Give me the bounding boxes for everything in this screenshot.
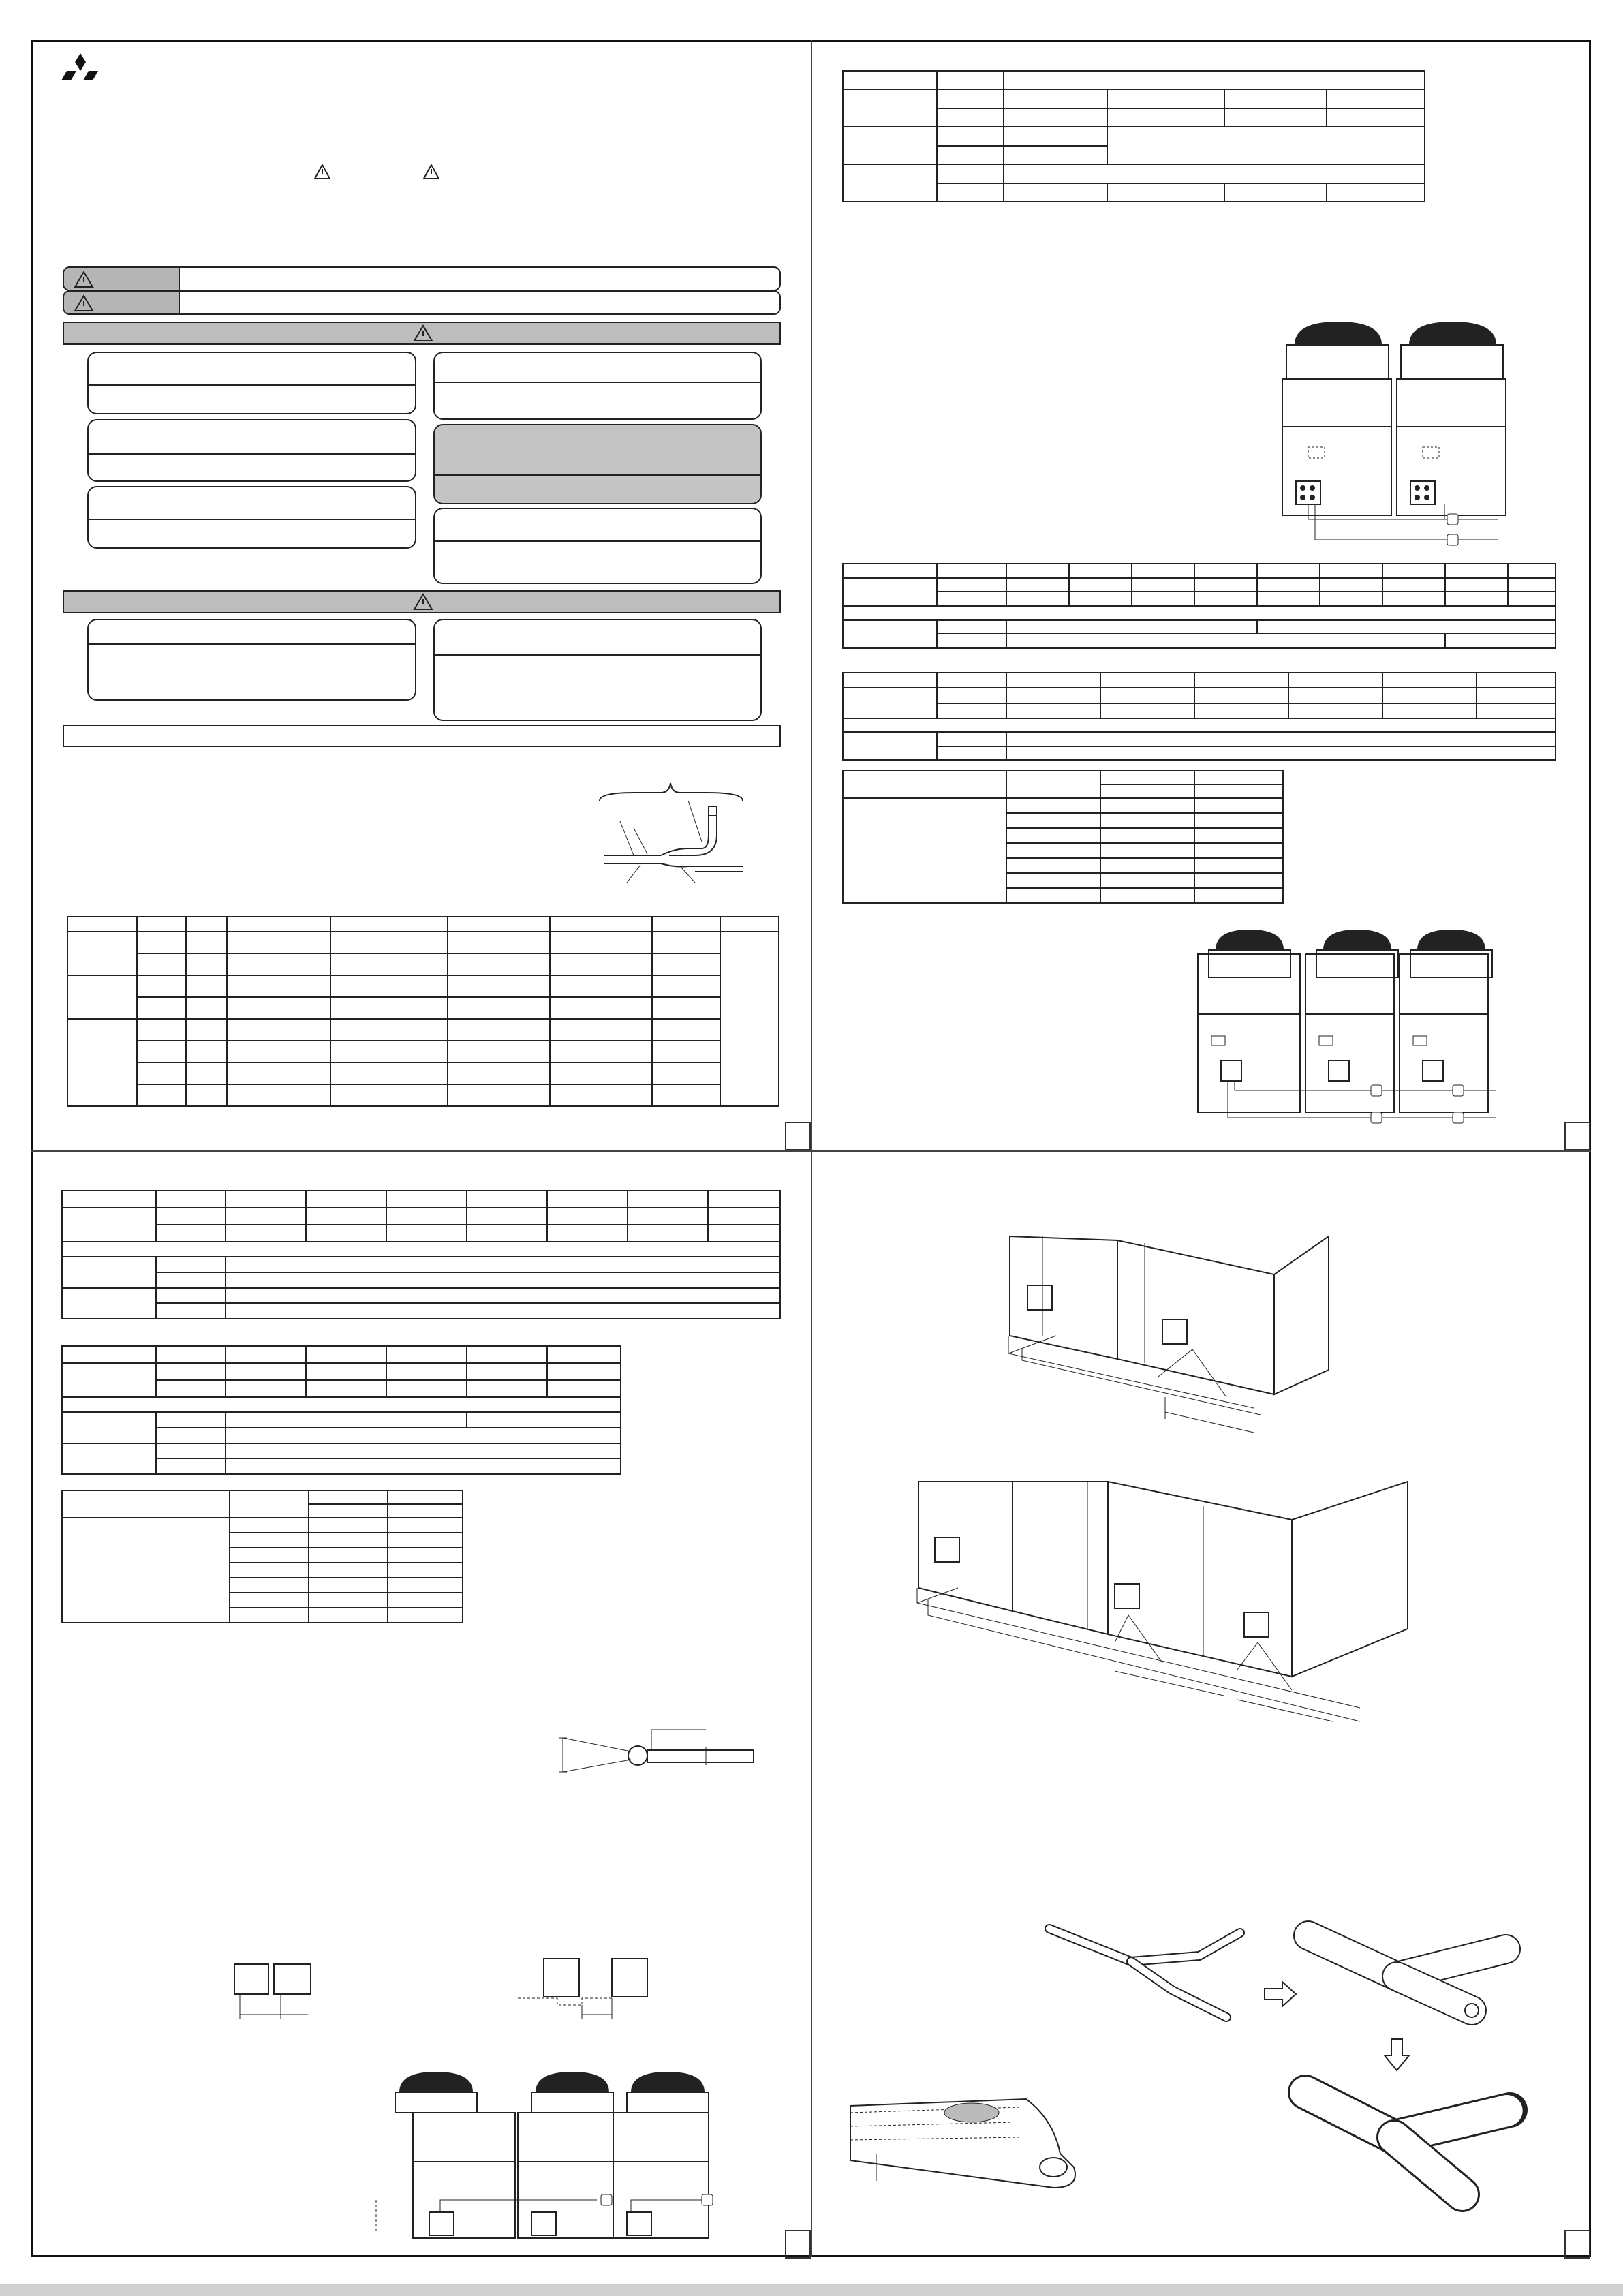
page-number-box <box>1564 1122 1590 1150</box>
warning-box-shaded <box>433 424 762 504</box>
arrow-right-icon <box>1263 1980 1297 2008</box>
page-number-box <box>1564 2230 1590 2259</box>
arrow-down-icon <box>1383 2038 1410 2072</box>
unit-spacing-diagram-2 <box>515 1957 665 2019</box>
pipe-connection-3-units-drawing <box>910 1479 1428 1731</box>
warning-triangle-icon <box>422 164 440 180</box>
warning-box <box>433 352 762 420</box>
vertical-divider <box>811 40 812 2257</box>
logo-diamonds-icon <box>61 53 99 85</box>
outdoor-units-2-diagram <box>1281 318 1506 549</box>
caution-box <box>87 619 416 701</box>
warning-box <box>87 419 416 482</box>
page-number-box <box>785 1122 811 1150</box>
branch-pipe-diagram <box>593 780 749 889</box>
page-number-box <box>785 2230 811 2259</box>
wrapped-insulation-drawing <box>1292 2072 1524 2208</box>
signal-row-warning <box>63 266 781 291</box>
brand-logo <box>61 53 106 85</box>
horizontal-divider <box>31 1150 1591 1152</box>
distance-table-2 <box>61 1490 463 1623</box>
pipe-flare-diagram <box>549 1723 767 1784</box>
signal-row-caution <box>63 290 781 315</box>
note-bar <box>63 725 781 747</box>
warning-triangle-icon <box>74 271 94 288</box>
combination-table-3 <box>61 1190 781 1319</box>
insulated-joint-drawing <box>1295 1908 1519 2031</box>
footer-strip <box>0 2284 1623 2296</box>
warning-triangle-icon <box>313 164 331 180</box>
warning-triangle-icon <box>74 294 94 312</box>
warning-box <box>433 508 762 584</box>
combination-table-2 <box>842 672 1556 761</box>
pipe-connection-2-units-drawing <box>1002 1234 1342 1452</box>
warning-band <box>63 322 781 345</box>
warning-box <box>87 486 416 549</box>
outdoor-units-3-diagram <box>1196 927 1503 1131</box>
spec-table <box>67 916 779 1107</box>
caution-band <box>63 590 781 613</box>
combination-table-4 <box>61 1345 621 1475</box>
outdoor-units-3-bottom-diagram <box>372 2069 740 2239</box>
branch-pipe-drawing <box>1042 1908 1247 2031</box>
model-table <box>842 70 1425 202</box>
distance-table-1 <box>842 770 1284 904</box>
warning-box <box>87 352 416 414</box>
caution-box <box>433 619 762 721</box>
insulation-cutaway-drawing <box>849 2092 1108 2194</box>
warning-triangle-icon <box>413 593 433 611</box>
combination-table-1 <box>842 563 1556 649</box>
unit-spacing-diagram-1 <box>233 1963 322 2024</box>
warning-triangle-icon <box>413 324 433 342</box>
